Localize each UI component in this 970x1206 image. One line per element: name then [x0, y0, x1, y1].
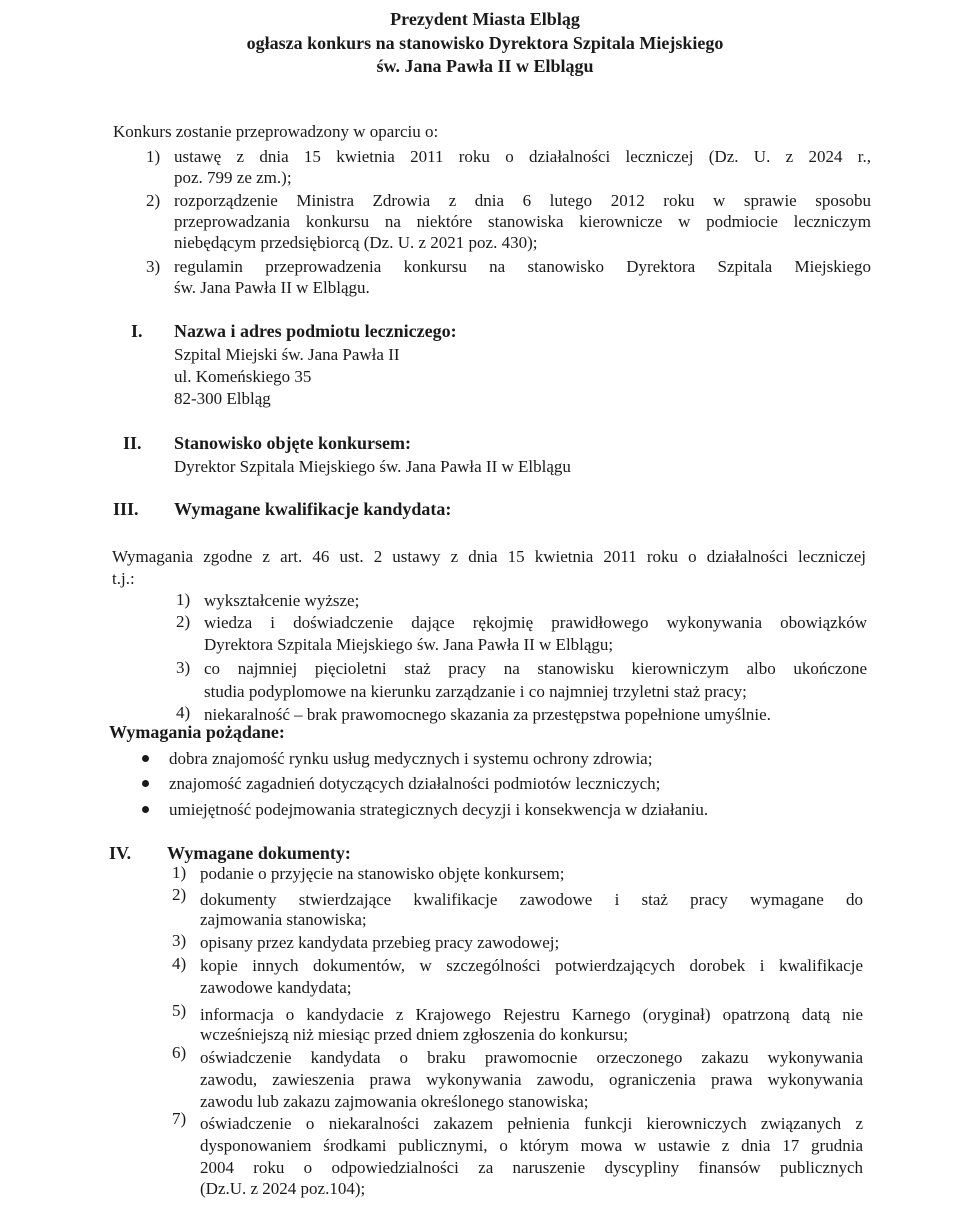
section-4-item-2-num: 2)	[172, 885, 187, 904]
section-4-item-7-line-3: 2004 roku o odpowiedzialności za naruszenie dyscypliny finansów publicznych	[200, 1158, 863, 1177]
intro-item-3-line-2: św. Jana Pawła II w Elblągu.	[174, 278, 370, 297]
section-2-heading: Stanowisko objęte konkursem:	[174, 433, 412, 453]
section-3-item-1-num: 1)	[176, 590, 191, 609]
section-4-item-5-line-1: informacja o kandydacie z Krajowego Rejestru Karnego (oryginał) opatrzoną datą nie	[200, 1005, 863, 1024]
section-3-lead-line-1: Wymagania zgodne z art. 46 ust. 2 ustawy z dnia 15 kwietnia 2011 roku o działalności leczniczej	[112, 547, 866, 566]
intro-lead: Konkurs zostanie przeprowadzony w oparciu o:	[113, 122, 439, 141]
section-4-heading: Wymagane dokumenty:	[167, 843, 351, 863]
section-3-item-4-line-1: niekaralność – brak prawomocnego skazania za przestępstwa popełnione umyślnie.	[204, 705, 771, 724]
section-3-number: III.	[113, 499, 139, 519]
desired-heading: Wymagania pożądane:	[109, 722, 285, 742]
intro-item-1-line-2: poz. 799 ze zm.);	[174, 168, 292, 187]
intro-item-3-line-1: regulamin przeprowadzenia konkursu na stanowisko Dyrektora Szpitala Miejskiego	[174, 257, 871, 276]
section-4-item-5-num: 5)	[172, 1001, 187, 1020]
section-3-item-2-num: 2)	[176, 612, 191, 631]
section-4-item-7-num: 7)	[172, 1109, 187, 1128]
section-1-number: I.	[131, 321, 143, 341]
section-1-line-2: ul. Komeńskiego 35	[174, 367, 312, 386]
section-3-item-3-line-2: studia podyplomowe na kierunku zarządzanie i co najmniej trzyletni staż pracy;	[204, 682, 747, 701]
section-4-item-6-line-2: zawodu, zawieszenia prawa wykonywania zawodu, ograniczenia prawa wykonywania	[200, 1070, 863, 1089]
section-3-item-3-line-1: co najmniej pięcioletni staż pracy na stanowisku kierowniczym albo ukończone	[204, 659, 867, 678]
section-4-item-3-line-1: opisany przez kandydata przebieg pracy zawodowej;	[200, 933, 560, 952]
section-3-lead-line-2: t.j.:	[112, 569, 135, 588]
section-3-item-1-line-1: wykształcenie wyższe;	[204, 591, 360, 610]
intro-item-2-line-2: przeprowadzania konkursu na niektóre stanowiska kierownicze w podmiocie leczniczym	[174, 212, 871, 231]
section-4-item-6-line-3: zawodu lub zakazu zajmowania określonego stanowiska;	[200, 1092, 589, 1111]
section-1-line-3: 82-300 Elbląg	[174, 389, 271, 408]
section-4-item-4-num: 4)	[172, 954, 187, 973]
intro-item-1-line-1: ustawę z dnia 15 kwietnia 2011 roku o działalności leczniczej (Dz. U. z 2024 r.,	[174, 147, 871, 166]
section-4-item-5-line-2: wcześniejszą niż miesiąc przed dniem zgłoszenia do konkursu;	[200, 1025, 629, 1044]
section-2-number: II.	[123, 433, 142, 453]
header-line-1: Prezydent Miasta Elbląg	[390, 9, 580, 29]
section-4-item-6-line-1: oświadczenie kandydata o braku prawomocnie orzeczonego zakazu wykonywania	[200, 1048, 863, 1067]
section-4-item-7-line-2: dysponowaniem środkami publicznymi, o którym mowa w ustawie z dnia 17 grudnia	[200, 1136, 863, 1155]
section-4-number: IV.	[109, 843, 132, 863]
bullet-icon	[142, 806, 149, 813]
bullet-icon	[142, 780, 149, 787]
desired-item-3: umiejętność podejmowania strategicznych decyzji i konsekwencja w działaniu.	[169, 800, 709, 819]
section-4-item-2-line-2: zajmowania stanowiska;	[200, 910, 367, 929]
desired-item-2: znajomość zagadnień dotyczących działalności podmiotów leczniczych;	[169, 774, 661, 793]
section-4-item-1-line-1: podanie o przyjęcie na stanowisko objęte konkursem;	[200, 864, 565, 883]
bullet-icon	[142, 755, 149, 762]
section-3-heading: Wymagane kwalifikacje kandydata:	[174, 499, 452, 519]
section-3-item-3-num: 3)	[176, 658, 191, 677]
section-4-item-4-line-2: zawodowe kandydata;	[200, 978, 352, 997]
section-3-item-4-num: 4)	[176, 703, 191, 722]
section-3-item-2-line-2: Dyrektora Szpitala Miejskiego św. Jana Pawła II w Elblągu;	[204, 635, 614, 654]
section-3-item-2-line-1: wiedza i doświadczenie dające rękojmię prawidłowego wykonywania obowiązków	[204, 613, 867, 632]
section-1-line-1: Szpital Miejski św. Jana Pawła II	[174, 345, 400, 364]
section-4-item-2-line-1: dokumenty stwierdzające kwalifikacje zawodowe i staż pracy wymagane do	[200, 890, 863, 909]
intro-item-2-num: 2)	[146, 191, 161, 210]
section-4-item-7-line-1: oświadczenie o niekaralności zakazem pełnienia funkcji kierowniczych związanych z	[200, 1114, 863, 1133]
intro-item-3-num: 3)	[146, 257, 161, 276]
intro-item-1-num: 1)	[146, 147, 161, 166]
section-4-item-7-line-4: (Dz.U. z 2024 poz.104);	[200, 1179, 366, 1198]
section-4-item-4-line-1: kopie innych dokumentów, w szczególności potwierdzających dorobek i kwalifikacje	[200, 956, 863, 975]
section-4-item-1-num: 1)	[172, 863, 187, 882]
section-4-item-6-num: 6)	[172, 1043, 187, 1062]
section-1-heading: Nazwa i adres podmiotu leczniczego:	[174, 321, 457, 341]
desired-item-1: dobra znajomość rynku usług medycznych i systemu ochrony zdrowia;	[169, 749, 653, 768]
section-2-text: Dyrektor Szpitala Miejskiego św. Jana Pawła II w Elblągu	[174, 457, 571, 476]
intro-item-2-line-3: niebędącym przedsiębiorcą (Dz. U. z 2021 poz. 430);	[174, 233, 538, 252]
header-line-2: ogłasza konkurs na stanowisko Dyrektora Szpitala Miejskiego	[246, 33, 724, 53]
header-line-3: św. Jana Pawła II w Elblągu	[376, 56, 594, 76]
section-4-item-3-num: 3)	[172, 931, 187, 950]
intro-item-2-line-1: rozporządzenie Ministra Zdrowia z dnia 6 lutego 2012 roku w sprawie sposobu	[174, 191, 871, 210]
